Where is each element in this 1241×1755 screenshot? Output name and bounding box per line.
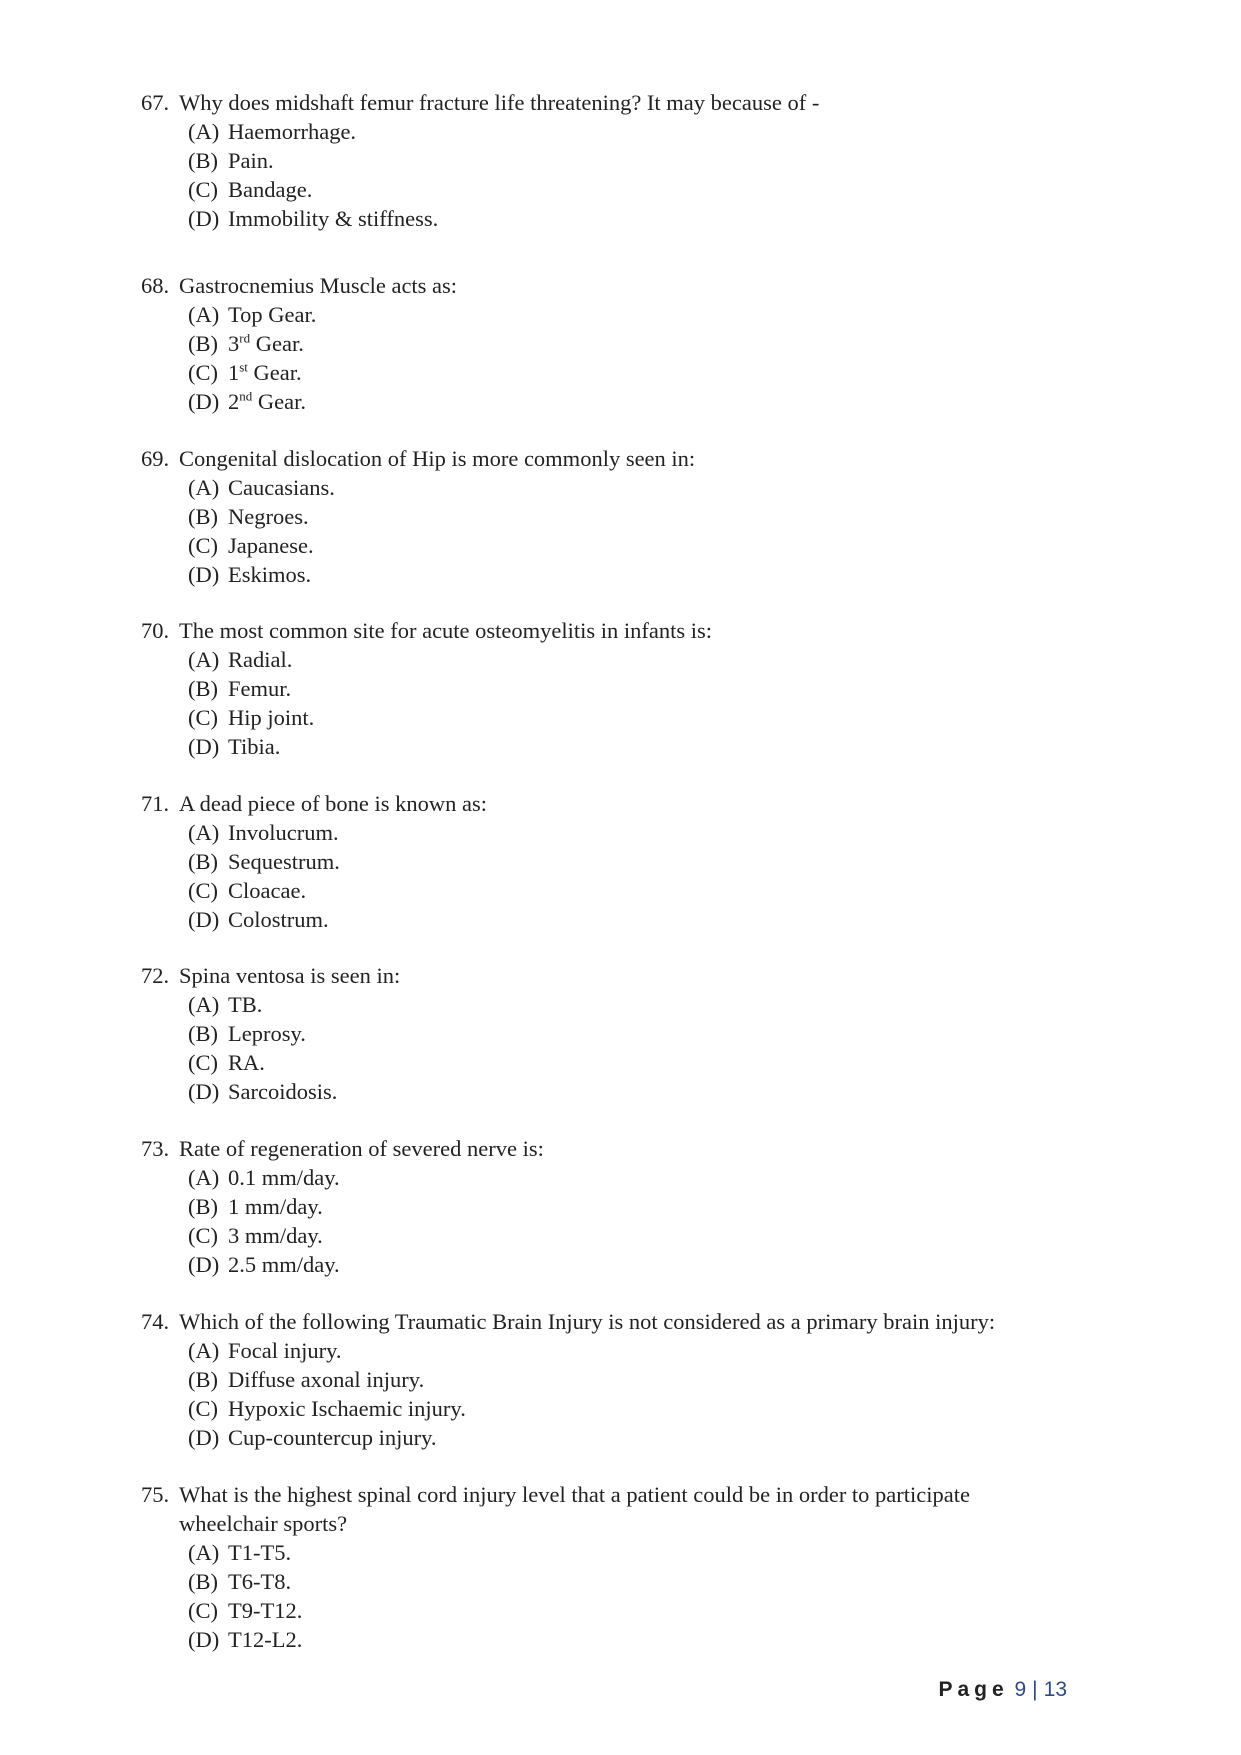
question-number: 70.	[141, 618, 170, 643]
page-footer	[938, 1678, 1067, 1702]
question-number: 73.	[141, 1136, 170, 1161]
question-text: A dead piece of bone is known as:	[179, 791, 488, 816]
question-number: 75.	[141, 1482, 170, 1507]
option-b: (B) Negroes.	[188, 504, 309, 529]
question-67	[141, 88, 1101, 233]
question-71	[141, 789, 1101, 934]
option-a: (A) Focal injury.	[188, 1338, 342, 1363]
question-text: Which of the following Traumatic Brain Injury is not considered as a primary brain injury:	[179, 1309, 996, 1334]
option-a: (A) Haemorrhage.	[188, 119, 357, 144]
question-text: Gastrocnemius Muscle acts as:	[179, 273, 458, 298]
question-74	[141, 1307, 1101, 1452]
question-text: The most common site for acute osteomyelitis in infants is:	[179, 618, 713, 643]
option-c: (C) Japanese.	[188, 533, 314, 558]
question-75	[141, 1480, 1071, 1654]
option-d: (D) Sarcoidosis.	[188, 1079, 338, 1104]
page-label: Page	[938, 1678, 1009, 1701]
option-c: (C) Hip joint.	[188, 705, 315, 730]
option-a: (A) Caucasians.	[188, 475, 335, 500]
option-a: (A) Radial.	[188, 647, 293, 672]
option-c: (C) RA.	[188, 1050, 265, 1075]
option-a: (A) TB.	[188, 992, 263, 1017]
option-b: (B) Leprosy.	[188, 1021, 306, 1046]
option-d: (D) Tibia.	[188, 734, 281, 759]
option-a: (A) 0.1 mm/day.	[188, 1165, 340, 1190]
question-text: Why does midshaft femur fracture life threatening? It may because of -	[179, 90, 820, 115]
option-b: (B) T6-T8.	[188, 1569, 292, 1594]
question-text: What is the highest spinal cord injury level that a patient could be in order to participate wheelchair sports?	[179, 1482, 971, 1536]
question-72	[141, 961, 1101, 1106]
question-number: 72.	[141, 963, 170, 988]
option-c: (C) Bandage.	[188, 177, 313, 202]
option-a: (A) Top Gear.	[188, 302, 317, 327]
option-d: (D) Colostrum.	[188, 907, 329, 932]
option-d: (D) 2nd Gear.	[188, 388, 306, 414]
option-b: (B) Sequestrum.	[188, 849, 340, 874]
question-73	[141, 1134, 1101, 1279]
option-d: (D) Eskimos.	[188, 562, 312, 587]
option-c: (C) 3 mm/day.	[188, 1223, 323, 1248]
question-text: Spina ventosa is seen in:	[179, 963, 401, 988]
question-number: 74.	[141, 1309, 170, 1334]
option-b: (B) Femur.	[188, 676, 292, 701]
option-c: (C) Hypoxic Ischaemic injury.	[188, 1396, 466, 1421]
option-d: (D) 2.5 mm/day.	[188, 1252, 340, 1277]
option-a: (A) Involucrum.	[188, 820, 339, 845]
total-pages: 13	[1043, 1678, 1067, 1701]
option-c: (C) T9-T12.	[188, 1598, 303, 1623]
question-number: 67.	[141, 90, 170, 115]
question-69	[141, 444, 1101, 589]
option-b: (B) Diffuse axonal injury.	[188, 1367, 425, 1392]
option-d: (D) Cup-countercup injury.	[188, 1425, 437, 1450]
page-separator: |	[1032, 1678, 1038, 1701]
option-a: (A) T1-T5.	[188, 1540, 292, 1565]
question-number: 69.	[141, 446, 170, 471]
question-68	[141, 271, 1101, 416]
question-text: Rate of regeneration of severed nerve is:	[179, 1136, 544, 1161]
option-d: (D) Immobility & stiffness.	[188, 206, 439, 231]
option-b: (B) Pain.	[188, 148, 274, 173]
question-number: 68.	[141, 273, 170, 298]
option-c: (C) 1st Gear.	[188, 359, 302, 385]
option-b: (B) 1 mm/day.	[188, 1194, 323, 1219]
option-d: (D) T12-L2.	[188, 1627, 303, 1652]
option-b: (B) 3rd Gear.	[188, 330, 304, 356]
question-text: Congenital dislocation of Hip is more commonly seen in:	[179, 446, 696, 471]
page-number: 9	[1014, 1678, 1027, 1701]
option-c: (C) Cloacae.	[188, 878, 307, 903]
question-number: 71.	[141, 791, 170, 816]
question-70	[141, 616, 1101, 761]
